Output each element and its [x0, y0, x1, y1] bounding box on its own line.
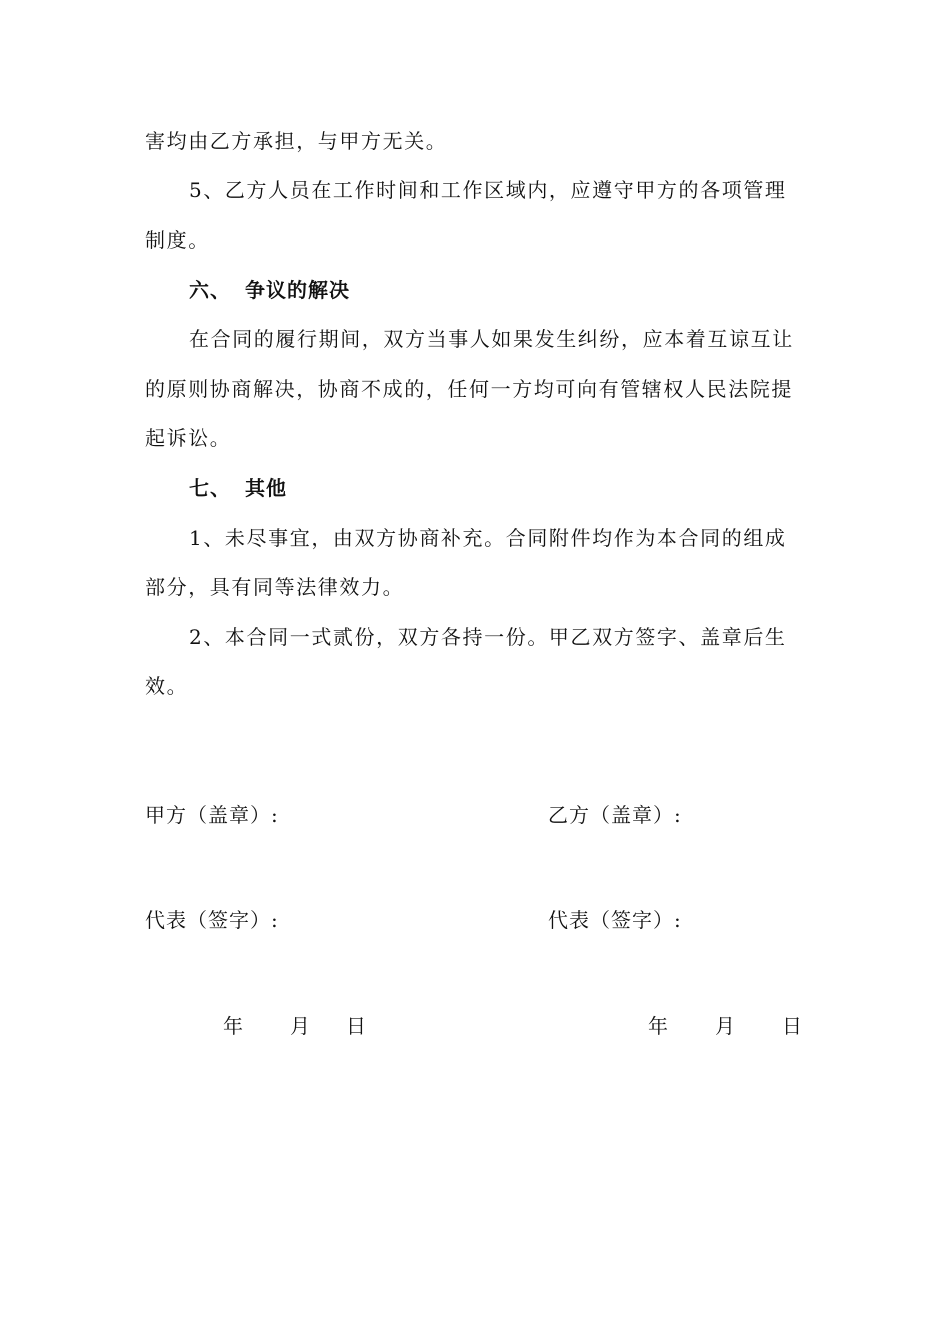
section-7-heading [189, 476, 287, 500]
party-b-date-year: 年 [648, 1014, 668, 1038]
party-b-rep-label: 代表（签字）: [548, 908, 682, 932]
clause-1-line: 1、未尽事宜，由双方协商补充。合同附件均作为本合同的组成 [189, 526, 787, 550]
party-a-seal-label: 甲方（盖章）: [145, 803, 279, 827]
party-a-date-year: 年 [223, 1014, 243, 1038]
paragraph-line: 害均由乙方承担，与甲方无关。 [145, 129, 448, 153]
section-title: 争议的解决 [245, 278, 350, 302]
party-b-date-day: 日 [782, 1014, 802, 1038]
clause-5-line: 5、乙方人员在工作时间和工作区域内，应遵守甲方的各项管理 [189, 178, 787, 202]
paragraph-line: 起诉讼。 [145, 426, 232, 450]
section-number: 七、 [189, 476, 231, 500]
paragraph-line: 在合同的履行期间，双方当事人如果发生纠纷，应本着互谅互让 [189, 327, 794, 351]
section-number: 六、 [189, 278, 231, 302]
clause-2-line: 2、本合同一式贰份，双方各持一份。甲乙双方签字、盖章后生 [189, 625, 787, 649]
party-a-date-month: 月 [290, 1014, 310, 1038]
paragraph-line: 部分，具有同等法律效力。 [145, 575, 405, 599]
party-b-seal-label: 乙方（盖章）: [548, 803, 682, 827]
section-6-heading [189, 278, 350, 302]
party-a-rep-label: 代表（签字）: [145, 908, 279, 932]
paragraph-line: 效。 [145, 674, 189, 698]
section-title: 其他 [245, 476, 287, 500]
party-b-date-month: 月 [715, 1014, 735, 1038]
party-a-date-day: 日 [346, 1014, 366, 1038]
paragraph-line: 的原则协商解决，协商不成的，任何一方均可向有管辖权人民法院提 [145, 377, 793, 401]
paragraph-line: 制度。 [145, 228, 210, 252]
